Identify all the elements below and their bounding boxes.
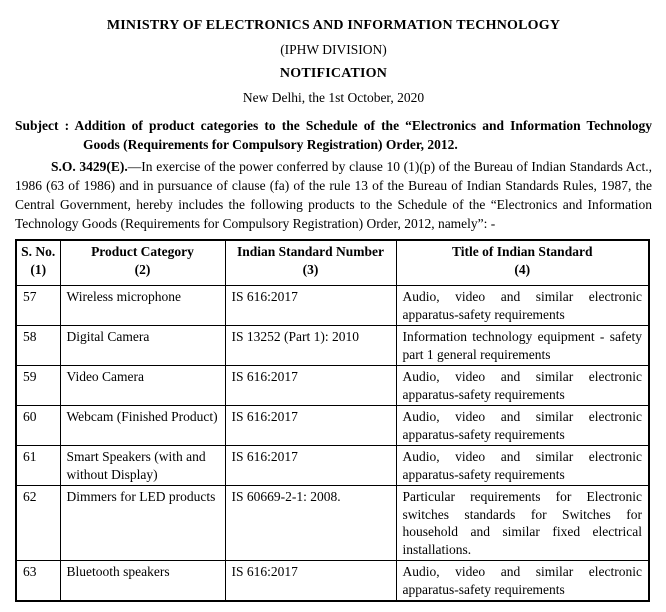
subject-label: Subject :	[15, 118, 70, 133]
cell-sno: 57	[16, 286, 60, 326]
notification-heading: NOTIFICATION	[279, 66, 388, 81]
table-row	[16, 446, 649, 486]
column-title: S. No.	[21, 244, 56, 259]
cell-sno: 59	[16, 366, 60, 406]
column-index: (4)	[514, 262, 531, 277]
column-header-category	[60, 240, 225, 286]
table-row	[16, 561, 649, 602]
table-row	[16, 406, 649, 446]
cell-sno: 60	[16, 406, 60, 446]
cell-sno: 62	[16, 486, 60, 561]
cell-standard: IS 616:2017	[225, 446, 396, 486]
cell-standard: IS 616:2017	[225, 406, 396, 446]
cell-title: Audio, video and similar electronic apparatus-safety requirements	[396, 561, 649, 602]
column-index: (1)	[30, 262, 47, 277]
cell-category: Wireless microphone	[60, 286, 225, 326]
column-title: Indian Standard Number	[236, 244, 385, 259]
cell-category: Dimmers for LED products	[60, 486, 225, 561]
cell-sno: 61	[16, 446, 60, 486]
cell-title: Audio, video and similar electronic apparatus-safety requirements	[396, 406, 649, 446]
cell-category: Bluetooth speakers	[60, 561, 225, 602]
column-title: Title of Indian Standard	[452, 244, 593, 259]
cell-category: Webcam (Finished Product)	[60, 406, 225, 446]
ministry-title: MINISTRY OF ELECTRONICS AND INFORMATION TECHNOLOGY	[106, 18, 561, 33]
cell-title: Audio, video and similar electronic apparatus-safety requirements	[396, 366, 649, 406]
cell-category: Smart Speakers (with and without Display)	[60, 446, 225, 486]
column-title: Product Category	[91, 244, 194, 259]
column-header-standard	[225, 240, 396, 286]
table-row	[16, 326, 649, 366]
cell-standard: IS 616:2017	[225, 286, 396, 326]
cell-title: Information technology equipment - safety part 1 general requirements	[396, 326, 649, 366]
cell-title: Audio, video and similar electronic apparatus-safety requirements	[396, 446, 649, 486]
subject-paragraph	[15, 116, 652, 154]
cell-sno: 58	[16, 326, 60, 366]
product-schedule-table	[15, 239, 650, 602]
body-text: —In exercise of the power conferred by clause 10 (1)(p) of the Bureau of Indian Standards Act., 1986 (63 of 1986) and in pursuance of clause (fa) of the rule 13 of the Bureau of Indian Standards Rules, 1987, the Central Government, hereby includes the following products to the Schedule of the “Electronics and Information Technology Goods (Requirements for Compulsory Registration) Order, 2012, namely”: -	[15, 159, 652, 231]
table-row	[16, 366, 649, 406]
column-index: (2)	[134, 262, 151, 277]
cell-category: Video Camera	[60, 366, 225, 406]
cell-standard: IS 60669-2-1: 2008.	[225, 486, 396, 561]
column-header-sno	[16, 240, 60, 286]
column-index: (3)	[302, 262, 319, 277]
subject-text: Addition of product categories to the Schedule of the “Electronics and Information Technology Goods (Requirements for Compulsory Registration) Order, 2012.	[74, 118, 653, 152]
cell-standard: IS 616:2017	[225, 366, 396, 406]
division-subtitle: (IPHW DIVISION)	[280, 42, 387, 57]
table-row	[16, 486, 649, 561]
body-paragraph	[15, 157, 652, 233]
document-header	[15, 18, 652, 106]
cell-standard: IS 13252 (Part 1): 2010	[225, 326, 396, 366]
table-header-row	[16, 240, 649, 286]
so-number: S.O. 3429(E).	[51, 159, 128, 174]
cell-standard: IS 616:2017	[225, 561, 396, 602]
table-row	[16, 286, 649, 326]
cell-sno: 63	[16, 561, 60, 602]
cell-title: Particular requirements for Electronic switches standards for Switches for household and similar fixed electrical installations.	[396, 486, 649, 561]
column-header-title	[396, 240, 649, 286]
dateline: New Delhi, the 1st October, 2020	[242, 90, 425, 105]
cell-title: Audio, video and similar electronic apparatus-safety requirements	[396, 286, 649, 326]
cell-category: Digital Camera	[60, 326, 225, 366]
